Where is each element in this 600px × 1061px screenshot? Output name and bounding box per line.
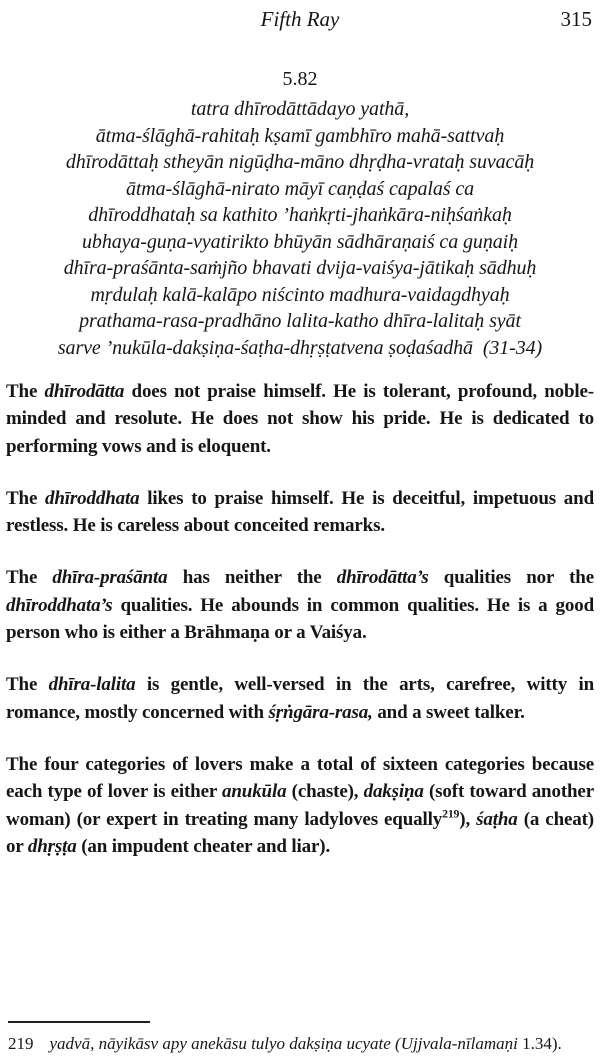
paragraph [6,485,594,540]
text-segment: dhīroddhata’s [6,594,113,616]
page-number: 315 [560,7,592,31]
text-segment: The [6,674,49,696]
paragraph [6,564,594,646]
text-segment: dhīroddhata [45,487,140,509]
footnote-text [50,1034,562,1053]
footnote [8,1021,592,1055]
text-segment: dhīra-lalita [48,674,136,696]
text-segment: 219 [442,807,460,821]
text-segment: anukūla [222,781,287,803]
text-segment: and a sweet talker. [372,701,525,723]
verse-line: mṛdulaḥ kalā-kalāpo niścinto madhura-vaidagdhyaḥ [90,283,510,306]
verse-line: sarve ’nukūla-dakṣiṇa-śaṭha-dhṛṣṭatvena ṣoḍaśadhā (31-34) [57,336,543,359]
text-segment: dakṣiṇa [363,781,424,803]
page-header [6,6,594,32]
text-segment: has neither the [167,567,337,589]
verse-line: dhīra-praśānta-saṁjño bhavati dvija-vaiśya-jātikaḥ sādhuḥ [63,257,537,279]
text-segment: (soft toward another woman) (or expert in treating many ladyloves equally [6,781,594,830]
verse-line: ātma-ślāghā-nirato māyī caṇḍaś capalaś ca [125,177,475,200]
text-segment: (chaste), [286,781,364,803]
text-segment: (an impudent cheater and liar). [76,835,331,857]
paragraph [6,378,594,460]
text-segment: The [6,381,45,402]
text-segment: likes to praise himself. He is deceitful, impetuous and restless. He is careless about conceited remarks. [6,487,594,537]
text-segment: dhīrodātta [44,381,125,402]
page-title: Fifth Ray [260,7,340,31]
text-segment: is gentle, well-versed in the arts, carefree, witty in romance, mostly concerned with [6,674,595,723]
verse-number: 5.82 [282,68,318,90]
text-segment: dhīra-praśānta [52,567,168,589]
verse-line: dhīrodāttaḥ stheyān nigūḍha-māno dhṛḍha-vrataḥ suvacāḥ [65,151,535,173]
text-segment: qualities nor the [428,567,594,589]
footnote-rule [8,1021,150,1023]
footnote-line [8,1033,592,1055]
text-segment: does not praise himself. He is tolerant, profound, noble-minded and resolute. He does not show his pride. He is dedicated to performing vows and is eloquent. [6,381,594,457]
verse-line: tatra dhīrodāttādayo yathā, [190,98,410,120]
paragraphs [6,378,594,860]
text-segment: The [6,567,53,589]
text-segment: śṛṅgāra-rasa, [268,701,373,723]
verse-line: prathama-rasa-pradhāno lalita-katho dhīra-lalitaḥ syāt [79,310,521,332]
text-segment: ), [459,808,477,830]
verse-block [6,96,594,361]
text-segment: The four categories of lovers make a total of sixteen categories because each type of lover is either [6,753,594,803]
verse-line: ubhaya-guṇa-vyatirikto bhūyān sādhāraṇaiś ca guṇaiḥ [82,230,518,253]
paragraph [6,751,594,860]
text-segment: The [6,487,45,509]
text-segment: yadvā, nāyikāsv apy anekāsu tulyo dakṣiṇa ucyate (Ujjvala-nīlamaṇi [49,1034,523,1053]
text-segment: dhīrodātta’s [336,567,429,589]
text-segment: (a cheat) or [6,808,594,857]
text-segment: qualities. He abounds in common qualities. He is a good person who is either a Brāhmaṇa or a Vaiśya. [6,594,594,644]
text-segment: dhṛṣṭa [27,835,77,857]
text-segment: śaṭha [476,808,518,830]
verse-line: ātma-ślāghā-rahitaḥ kṣamī gambhīro mahā-sattvaḥ [95,124,505,147]
footnote-number: 219 [8,1034,34,1053]
verse-line: dhīroddhataḥ sa kathito ’haṅkṛti-jhaṅkāra-niḥśaṅkaḥ [88,204,512,226]
text-segment: 1.34). [522,1034,562,1053]
paragraph [6,671,594,726]
